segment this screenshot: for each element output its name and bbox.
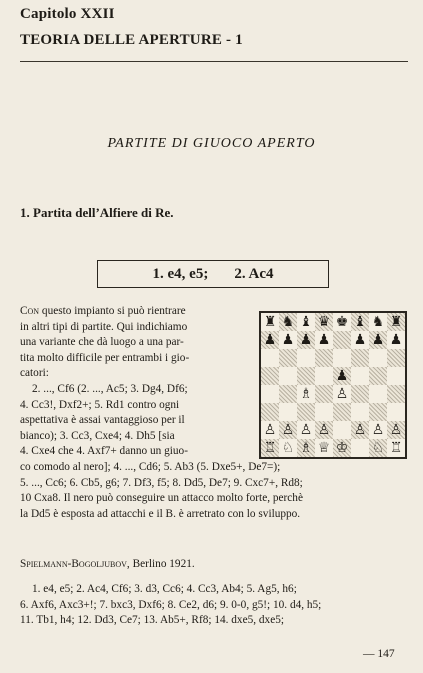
square-g8 xyxy=(369,313,387,331)
square-b7 xyxy=(279,331,297,349)
paragraph-line-2: una variante che dà luogo a una par- xyxy=(20,336,184,349)
paragraph-line-3: tita molto difficile per entrambi i gio- xyxy=(20,351,190,364)
part-title: PARTITE DI GIUOCO APERTO xyxy=(107,136,316,151)
chess-piece: ♞ xyxy=(281,314,295,330)
square-b5 xyxy=(279,367,297,385)
paragraph-line-9: 4. Cxe4 che 4. Axf7+ danno un giuo- xyxy=(20,445,188,458)
chess-piece: ♘ xyxy=(281,440,295,456)
square-h1 xyxy=(387,439,405,457)
chess-piece: ♟ xyxy=(389,332,403,348)
square-f6 xyxy=(351,349,369,367)
square-h6 xyxy=(387,349,405,367)
square-g3 xyxy=(369,403,387,421)
paragraph-line-0: Con questo impianto si può rientrare xyxy=(20,305,186,317)
chess-piece: ♟ xyxy=(335,368,349,384)
chess-piece: ♟ xyxy=(281,332,295,348)
paragraph-line-7: aspettativa è assai vantaggioso per il xyxy=(20,414,185,427)
square-f4 xyxy=(351,385,369,403)
chess-piece: ♞ xyxy=(371,314,385,330)
chess-piece: ♕ xyxy=(317,440,331,456)
opening-moves-box xyxy=(97,260,329,288)
chess-piece: ♘ xyxy=(371,440,385,456)
square-g2 xyxy=(369,421,387,439)
square-f2 xyxy=(351,421,369,439)
square-a4 xyxy=(261,385,279,403)
square-h4 xyxy=(387,385,405,403)
square-a8 xyxy=(261,313,279,331)
chess-piece: ♚ xyxy=(335,314,349,330)
square-b1 xyxy=(279,439,297,457)
paragraph-line-1: in altri tipi di partite. Qui indichiamo xyxy=(20,320,188,333)
square-g7 xyxy=(369,331,387,349)
chess-board-diagram xyxy=(259,311,407,459)
opening-move-2: 2. Ac4 xyxy=(234,266,274,282)
game-line-2: 11. Tb1, h4; 12. Dd3, Ce7; 13. Ab5+, Rf8; 14. dxe5, dxe5; xyxy=(20,614,284,627)
square-e8 xyxy=(333,313,351,331)
chess-piece: ♟ xyxy=(317,332,331,348)
square-a6 xyxy=(261,349,279,367)
square-h7 xyxy=(387,331,405,349)
game-line-0: 1. e4, e5; 2. Ac4, Cf6; 3. d3, Cc6; 4. Cc3, Ab4; 5. Ag5, h6; xyxy=(32,583,297,595)
square-d5 xyxy=(315,367,333,385)
paragraph-lead: Con xyxy=(20,305,40,317)
square-d2 xyxy=(315,421,333,439)
chess-piece: ♝ xyxy=(353,314,367,330)
square-f1 xyxy=(351,439,369,457)
header-divider xyxy=(20,61,408,62)
chess-piece: ♙ xyxy=(317,422,331,438)
square-e6 xyxy=(333,349,351,367)
square-b6 xyxy=(279,349,297,367)
square-c5 xyxy=(297,367,315,385)
chess-piece: ♜ xyxy=(389,314,403,330)
full-line-3: la Dd5 è esposta ad attacchi e il B. è arretrato con lo sviluppo. xyxy=(20,507,301,520)
square-c1 xyxy=(297,439,315,457)
section-title: TEORIA DELLE APERTURE - 1 xyxy=(20,32,243,48)
chess-piece: ♟ xyxy=(353,332,367,348)
square-d7 xyxy=(315,331,333,349)
chess-piece: ♙ xyxy=(371,422,385,438)
chess-piece: ♙ xyxy=(299,422,313,438)
square-e5 xyxy=(333,367,351,385)
square-f7 xyxy=(351,331,369,349)
square-h3 xyxy=(387,403,405,421)
square-a7 xyxy=(261,331,279,349)
square-e2 xyxy=(333,421,351,439)
square-d8 xyxy=(315,313,333,331)
chess-piece: ♗ xyxy=(299,386,313,402)
square-a2 xyxy=(261,421,279,439)
game-header xyxy=(20,557,410,573)
square-f8 xyxy=(351,313,369,331)
chess-piece: ♝ xyxy=(299,314,313,330)
square-b3 xyxy=(279,403,297,421)
square-e3 xyxy=(333,403,351,421)
square-b4 xyxy=(279,385,297,403)
square-c7 xyxy=(297,331,315,349)
square-e7 xyxy=(333,331,351,349)
square-e1 xyxy=(333,439,351,457)
chess-piece: ♙ xyxy=(389,422,403,438)
chess-piece: ♗ xyxy=(299,440,313,456)
square-g5 xyxy=(369,367,387,385)
game-line-1: 6. Axf6, Axc3+!; 7. bxc3, Dxf6; 8. Ce2, d6; 9. 0-0, g5!; 10. d4, h5; xyxy=(20,598,322,611)
square-c2 xyxy=(297,421,315,439)
game-place: Berlino 1921. xyxy=(132,558,195,570)
full-line-1: 5. ..., Cc6; 6. Cb5, g6; 7. Df3, f5; 8. Dd5, De7; 9. Cxc7+, Rd8; xyxy=(20,476,303,489)
paragraph-line-8: bianco); 3. Cc3, Cxe4; 4. Dh5 [sia xyxy=(20,429,175,442)
square-b2 xyxy=(279,421,297,439)
chess-piece: ♔ xyxy=(335,440,349,456)
square-d1 xyxy=(315,439,333,457)
chess-piece: ♖ xyxy=(263,440,277,456)
square-f5 xyxy=(351,367,369,385)
chess-piece: ♟ xyxy=(371,332,385,348)
square-c6 xyxy=(297,349,315,367)
square-d4 xyxy=(315,385,333,403)
square-b8 xyxy=(279,313,297,331)
square-d3 xyxy=(315,403,333,421)
square-g6 xyxy=(369,349,387,367)
paragraph-line-5: 2. ..., Cf6 (2. ..., Ac5; 3. Dg4, Df6; xyxy=(32,383,188,395)
square-h8 xyxy=(387,313,405,331)
square-h5 xyxy=(387,367,405,385)
chess-piece: ♙ xyxy=(335,386,349,402)
page-number: — 147 xyxy=(363,648,395,660)
square-c8 xyxy=(297,313,315,331)
chess-piece: ♙ xyxy=(353,422,367,438)
square-d6 xyxy=(315,349,333,367)
square-c4 xyxy=(297,385,315,403)
chess-piece: ♟ xyxy=(299,332,313,348)
square-e4 xyxy=(333,385,351,403)
chess-piece: ♖ xyxy=(389,440,403,456)
chess-piece: ♜ xyxy=(263,314,277,330)
chess-piece: ♙ xyxy=(263,422,277,438)
square-g1 xyxy=(369,439,387,457)
subheading: 1. Partita dell’Alfiere di Re. xyxy=(20,205,174,220)
chess-piece: ♛ xyxy=(317,314,331,330)
chess-piece: ♟ xyxy=(263,332,277,348)
full-line-2: 10 Cxa8. Il nero può conseguire un attacco molto forte, perchè xyxy=(20,492,303,505)
square-h2 xyxy=(387,421,405,439)
chapter-title: Capitolo XXII xyxy=(20,6,115,22)
square-a5 xyxy=(261,367,279,385)
paragraph-line-4: catori: xyxy=(20,367,49,380)
game-players: Spielmann-Bogoljubov, xyxy=(20,558,130,570)
square-c3 xyxy=(297,403,315,421)
square-g4 xyxy=(369,385,387,403)
square-f3 xyxy=(351,403,369,421)
full-line-0: co comodo al nero]; 4. ..., Cd6; 5. Ab3 (5. Dxe5+, De7=); xyxy=(20,461,281,473)
square-a1 xyxy=(261,439,279,457)
square-a3 xyxy=(261,403,279,421)
paragraph-line-6: 4. Cc3!, Dxf2+; 5. Rd1 contro ogni xyxy=(20,398,180,411)
chess-piece: ♙ xyxy=(281,422,295,438)
opening-move-1: 1. e4, e5; xyxy=(152,266,209,282)
